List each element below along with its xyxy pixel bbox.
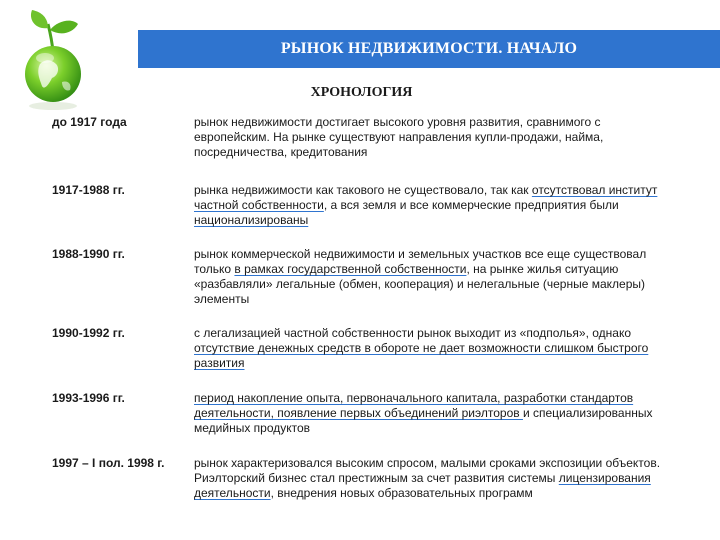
underlined-phrase: отсутствовал институт частной собственности — [194, 183, 658, 212]
period-description — [194, 183, 674, 228]
period-description — [194, 456, 674, 501]
period-label: 1993-1996 гг. — [52, 391, 125, 405]
timeline-row — [52, 183, 672, 227]
period-label: до 1917 года — [52, 115, 127, 129]
underlined-phrase: лицензирования деятельности — [194, 471, 651, 500]
page-title: РЫНОК НЕДВИЖИМОСТИ. НАЧАЛО — [280, 40, 578, 57]
description-text: рынка недвижимости как такового не существовало, так как — [194, 183, 532, 197]
underlined-phrase: период накопление опыта, первоначального капитала, разработки стандартов деятельности, появление первых объединений риэлторов — [194, 391, 634, 420]
period-description — [194, 115, 674, 160]
period-label: 1988-1990 гг. — [52, 247, 125, 261]
timeline-row — [52, 391, 672, 435]
period-label: 1917-1988 гг. — [52, 183, 125, 197]
section-subtitle — [0, 85, 720, 101]
description-text: , а вся земля и все коммерческие предприятия были — [323, 198, 619, 212]
period-label: 1997 – I пол. 1998 г. — [52, 456, 165, 470]
subtitle-text: ХРОНОЛОГИЯ — [310, 85, 413, 100]
description-text: , внедрения новых образовательных программ — [270, 486, 533, 500]
description-text: и специализированных медийных продуктов — [194, 406, 653, 435]
description-text: рынок коммерческой недвижимости и земельных участков все еще существовал только — [194, 247, 647, 276]
underlined-phrase: национализированы — [194, 213, 309, 227]
period-description — [194, 391, 674, 436]
underlined-phrase: отсутствие денежных средств в обороте не дает возможности слишком быстрого развития — [194, 341, 649, 370]
description-text: , на рынке жилья ситуацию «разбавляли» легальные (обмен, кооперация) и нелегальные (черные маклеры) элементы — [194, 262, 646, 306]
period-description — [194, 247, 674, 307]
timeline-row — [52, 326, 672, 370]
underlined-phrase: в рамках государственной собственности — [234, 262, 467, 276]
timeline-row — [52, 247, 672, 306]
period-description — [194, 326, 674, 371]
timeline-row — [52, 456, 672, 500]
period-label: 1990-1992 гг. — [52, 326, 125, 340]
timeline-row — [52, 115, 672, 159]
description-text: с легализацией частной собственности рынок выходит из «подполья», однако — [194, 326, 632, 340]
description-text: рынок характеризовался высоким спросом, малыми сроками экспозиции объектов. Риэлторский бизнес стал престижным за счет развития системы — [194, 456, 661, 485]
title-bar — [138, 30, 720, 68]
description-text: рынок недвижимости достигает высокого уровня развития, сравнимого с европейским. На рынке существуют направления купли-продажи, найма, посредничества, кредитования — [194, 115, 604, 159]
